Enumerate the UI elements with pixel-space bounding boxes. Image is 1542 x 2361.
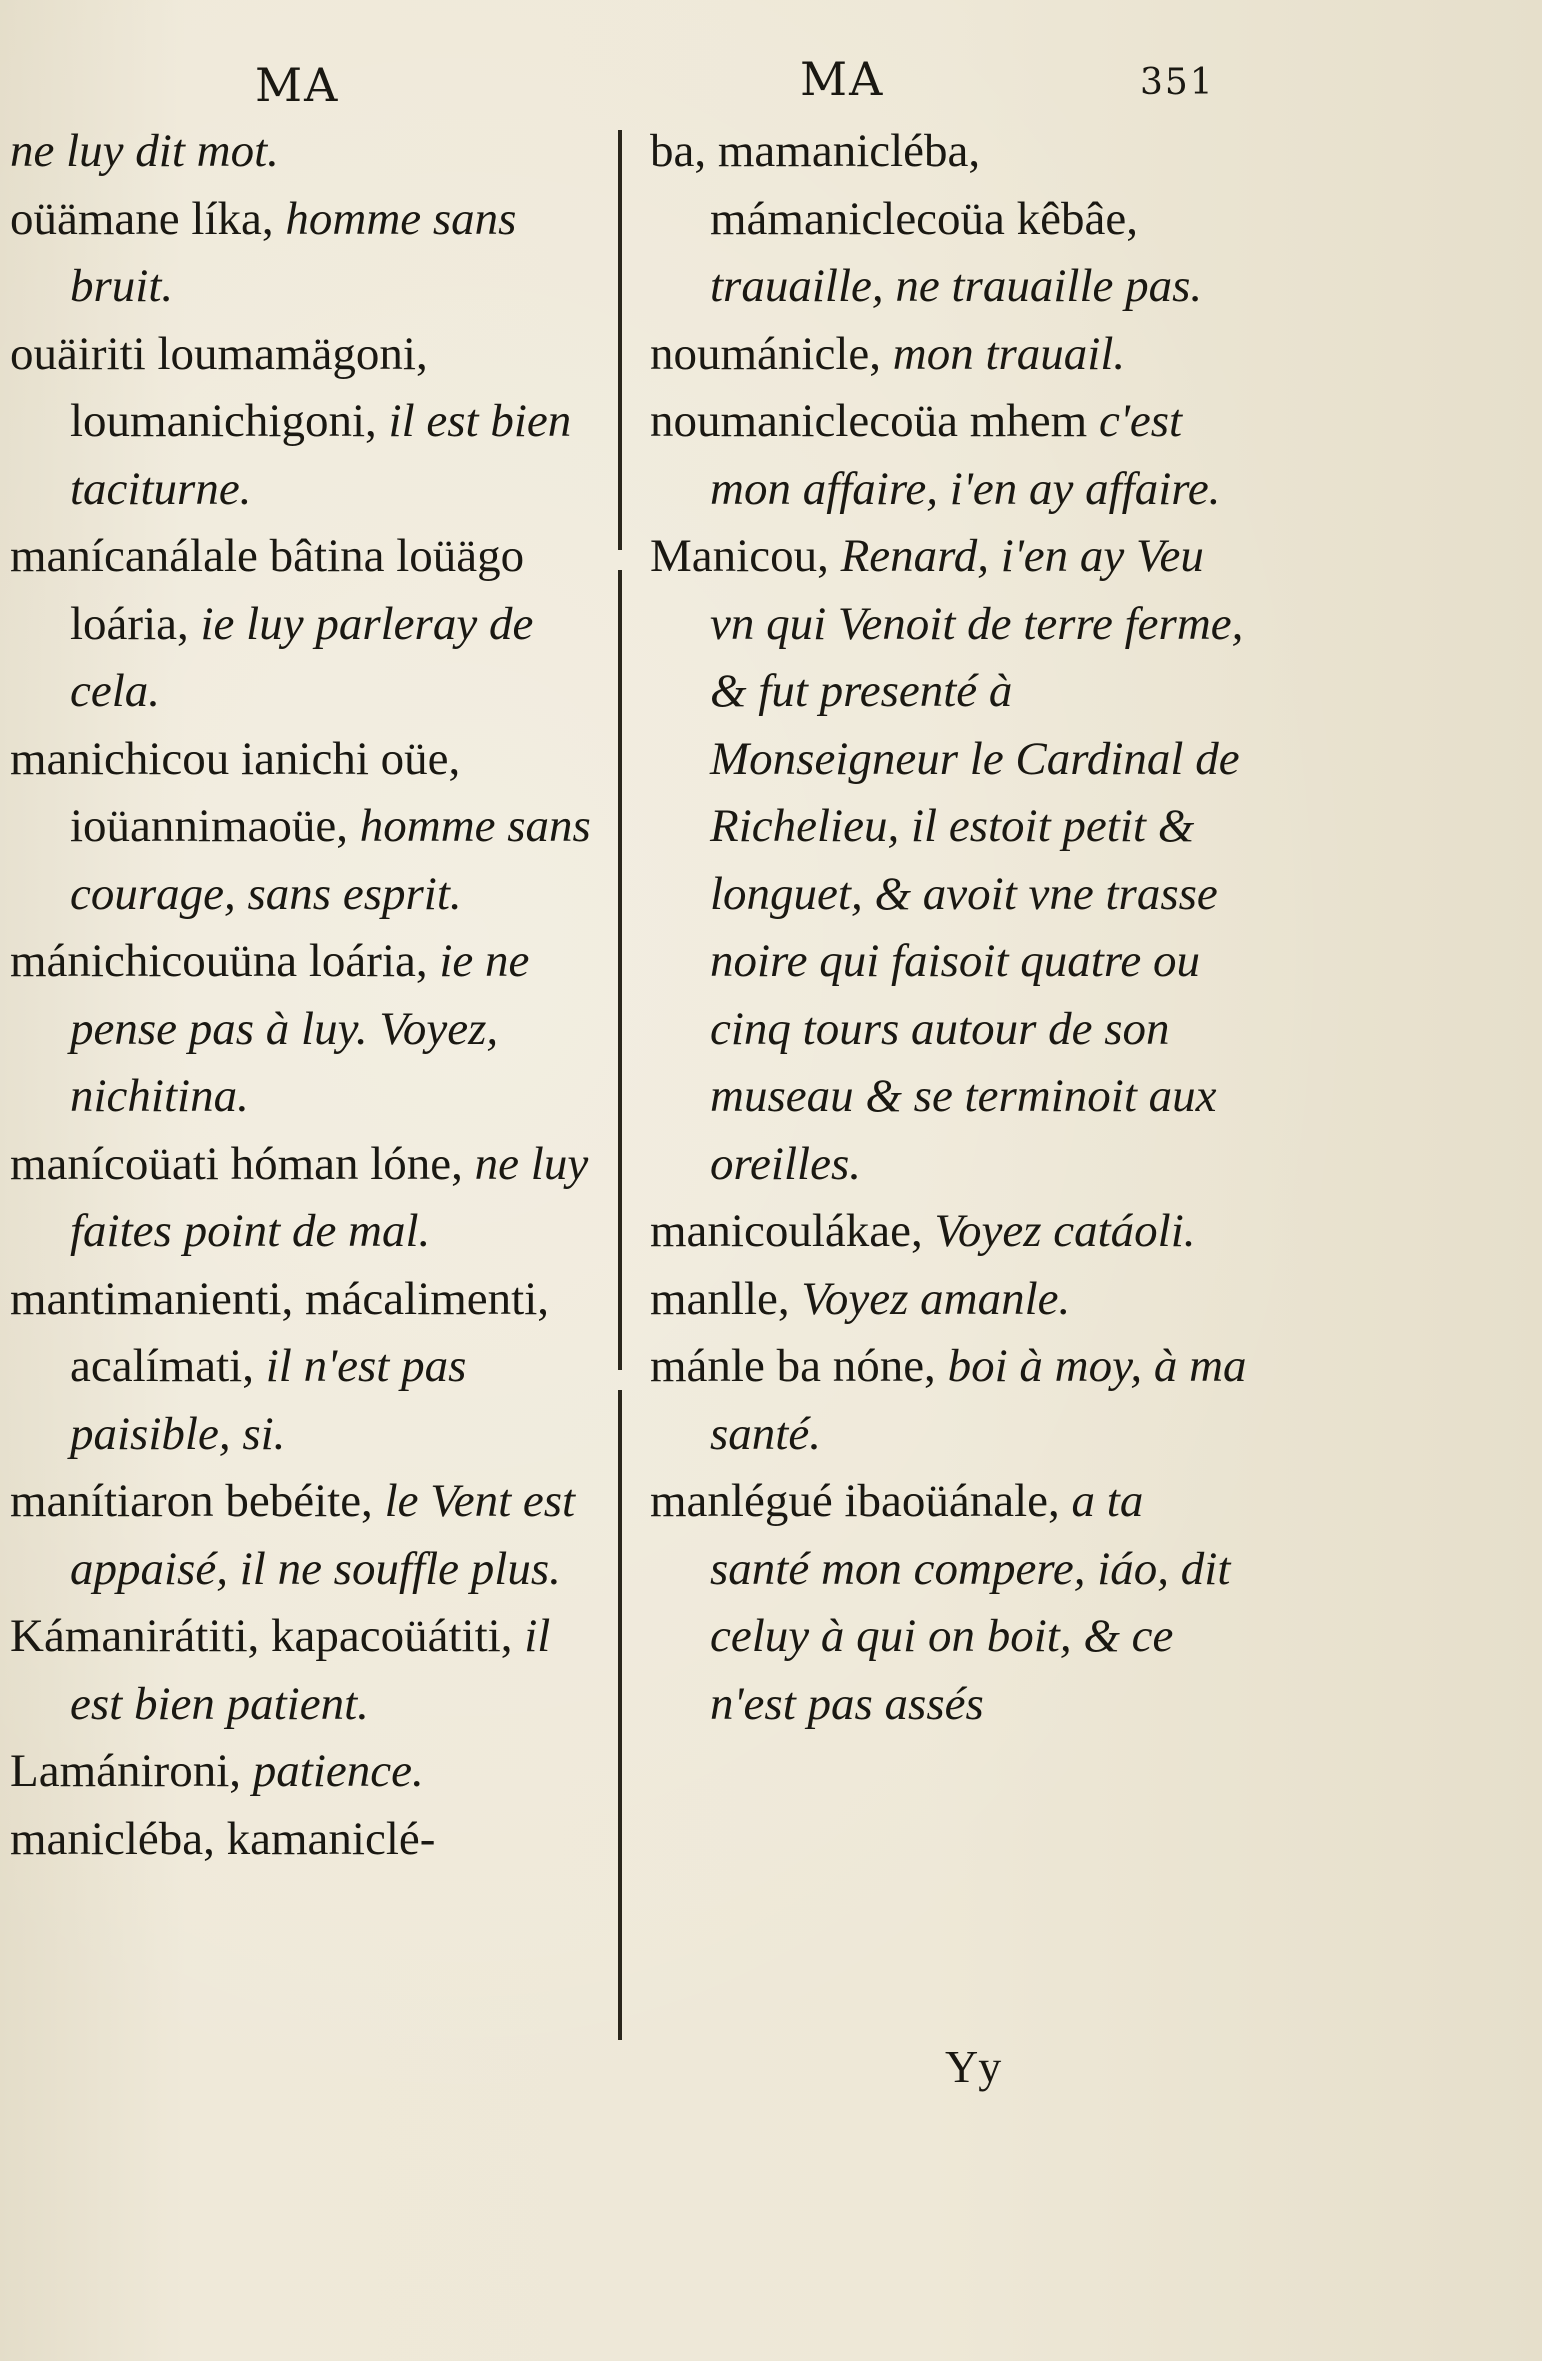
dictionary-entry (650, 118, 1250, 321)
entry-translation: il est bien patient. (70, 1610, 551, 1730)
dictionary-entry (650, 321, 1250, 389)
entry-headword: manlle, (650, 1272, 790, 1325)
dictionary-entry (10, 186, 595, 321)
dictionary-entry (650, 1333, 1250, 1468)
left-column (10, 118, 595, 1873)
dictionary-entry (650, 523, 1250, 1198)
dictionary-entry (650, 1266, 1250, 1334)
entry-headword: manicoulákae, (650, 1205, 923, 1257)
entry-headword: noumánicle, (650, 327, 882, 380)
dictionary-entry (10, 523, 595, 726)
column-divider (618, 1390, 622, 2040)
entry-translation: boi à moy, à ma santé. (710, 1340, 1247, 1460)
entry-translation: il n'est pas paisible, si. (70, 1340, 467, 1460)
entry-translation: patience. (252, 1745, 424, 1797)
entry-translation: homme sans courage, sans esprit. (70, 800, 591, 920)
dictionary-entry (10, 1266, 595, 1469)
dictionary-entry (650, 388, 1250, 523)
dictionary-entry (10, 726, 595, 929)
entry-headword: manicléba, kamaniclé- (10, 1812, 436, 1865)
page-number: 351 (1140, 62, 1215, 103)
entry-translation: ne luy dit mot. (10, 125, 279, 177)
entry-translation: mon trauail. (892, 327, 1126, 380)
entry-headword: Manicou, (650, 530, 829, 582)
entry-translation: le Vent est appaisé, il ne souffle plus. (70, 1475, 576, 1595)
entry-headword: manlégué ibaoüánale, (650, 1475, 1060, 1527)
dictionary-entry (10, 1738, 595, 1806)
column-divider (618, 130, 622, 550)
entry-translation: Renard, i'en ay Veu vn qui Venoit de terre ferme, & fut presenté à Monseigneur le Cardinal de Richelieu, il estoit petit & longuet, & avoit vne trasse noire qui faisoit quatre ou cinq tours autour de son museau & se terminoit aux oreilles. (710, 530, 1244, 1190)
entry-headword: Lamánironi, (10, 1745, 242, 1797)
entry-translation: il est bien taciturne. (70, 395, 572, 515)
entry-headword: noumaniclecoüa mhem (650, 395, 1088, 447)
dictionary-entry (10, 118, 595, 186)
running-head-right: MA (800, 52, 885, 106)
entry-headword: ouäiriti loumamägoni, loumanichigoni, (10, 327, 428, 447)
entry-headword: mánle ba nóne, (650, 1340, 936, 1392)
entry-translation: Voyez amanle. (801, 1272, 1071, 1325)
running-head-left: MA (255, 58, 340, 112)
entry-headword: mánichicouüna loária, (10, 935, 428, 987)
entry-translation: homme sans bruit. (70, 192, 517, 312)
dictionary-entry (10, 1603, 595, 1738)
entry-headword: manítiaron bebéite, (10, 1475, 373, 1527)
right-column (650, 118, 1250, 1738)
entry-translation: c'est mon affaire, i'en ay affaire. (710, 395, 1221, 515)
entry-translation: ie ne pense pas à luy. Voyez, nichitina. (70, 935, 530, 1122)
dictionary-entry (10, 1131, 595, 1266)
entry-translation: trauaille, ne trauaille pas. (710, 260, 1203, 312)
dictionary-entry (650, 1198, 1250, 1266)
entry-translation: ne luy faites point de mal. (70, 1137, 589, 1257)
dictionary-entry (650, 1468, 1250, 1738)
entry-headword: Kámanirátiti, kapacoüátiti, (10, 1610, 513, 1662)
dictionary-entry (10, 928, 595, 1131)
dictionary-entry (10, 1468, 595, 1603)
entry-headword: oüämane líka, (10, 192, 274, 245)
signature-mark: Yy (945, 2041, 1002, 2092)
entry-headword: manícanálale bâtina loüägo loária, (10, 530, 525, 650)
entry-headword: mantimanienti, mácalimenti, acalímati, (10, 1272, 550, 1392)
entry-headword: ba, mamanicléba, mámaniclecoüa kêbâe, (650, 125, 1138, 245)
column-divider (618, 570, 622, 1370)
entry-headword: manichicou ianichi oüe, ioüannimaoüe, (10, 732, 461, 852)
entry-translation: a ta santé mon compere, iáo, dit celuy à qui on boit, & ce n'est pas assés (710, 1475, 1231, 1730)
dictionary-entry (10, 1806, 595, 1874)
entry-headword: manícoüati hóman lóne, (10, 1137, 463, 1190)
entry-translation: ie luy parleray de cela. (70, 597, 534, 717)
dictionary-entry (10, 321, 595, 524)
entry-translation: Voyez catáoli. (934, 1205, 1196, 1257)
